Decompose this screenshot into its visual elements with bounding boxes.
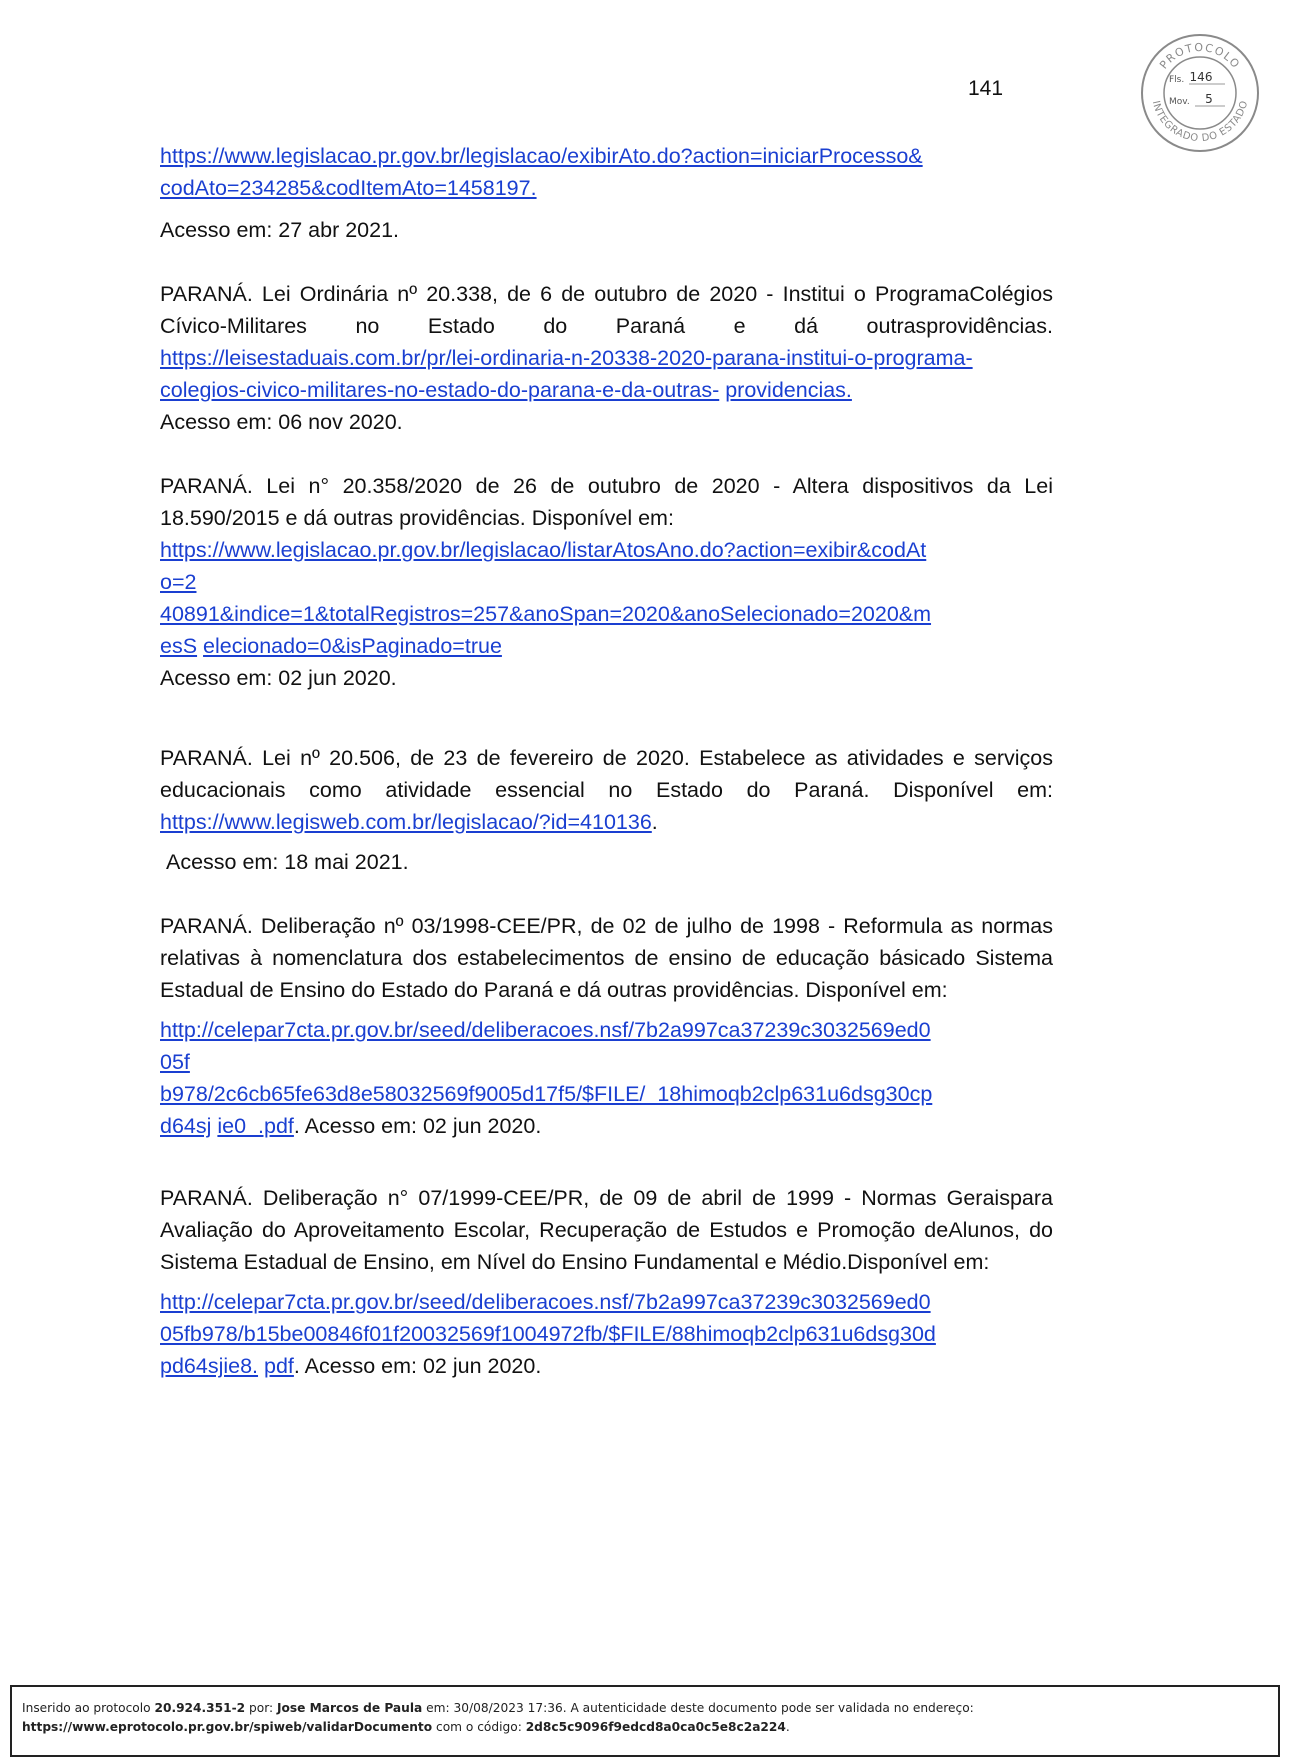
reference-2-access: Acesso em: 02 jun 2020. — [160, 666, 397, 690]
reference-0-url-line2[interactable]: codAto=234285&codItemAto=1458197. — [160, 176, 537, 200]
reference-2-url-line2[interactable]: o=2 — [160, 570, 197, 594]
reference-4-url-line1[interactable]: http://celepar7cta.pr.gov.br/seed/deliberacoes.nsf/7b2a997ca37239c3032569ed0 — [160, 1018, 931, 1042]
stamp-bottom-text: INTEGRADO DO ESTADO — [1149, 99, 1251, 145]
reference-4-text: PARANÁ. Deliberação nº 03/1998-CEE/PR, de 02 de julho de 1998 - Reformula as normas relativas à nomenclatura dos estabelecimentos de ensino de educação básicado Sistema Estadual de Ensino do Estado do Paraná e dá outras providências. Disponível em: — [160, 914, 1053, 1002]
reference-entry-0 — [160, 140, 1053, 204]
authentication-footer — [10, 1685, 1280, 1757]
reference-3-text: PARANÁ. Lei nº 20.506, de 23 de fevereiro de 2020. Estabelece as atividades e serviços educacionais como atividade essencial no Estado do Paraná. Disponível em: — [160, 746, 1053, 802]
reference-1-access: Acesso em: 06 nov 2020. — [160, 410, 403, 434]
reference-entry-4 — [160, 910, 1053, 1006]
reference-2-url-line4b[interactable]: elecionado=0&isPaginado=true — [203, 634, 502, 658]
reference-entry-5 — [160, 1182, 1053, 1278]
reference-4-url-line2[interactable]: 05f — [160, 1050, 190, 1074]
reference-4-access: . Acesso em: 02 jun 2020. — [293, 1114, 542, 1138]
stamp-mov-value: 5 — [1205, 92, 1213, 106]
reference-2-url-line3[interactable]: 40891&indice=1&totalRegistros=257&anoSpan=2020&anoSelecionado=2020&m — [160, 602, 932, 626]
footer-protocol-number: 20.924.351-2 — [154, 1701, 246, 1715]
footer-author: Jose Marcos de Paula — [276, 1701, 423, 1715]
reference-1-text: PARANÁ. Lei Ordinária nº 20.338, de 6 de outubro de 2020 - Institui o ProgramaColégios Cívico-Militares no Estado do Paraná e dá outrasprovidências. — [160, 282, 1053, 338]
footer-text-5: . — [785, 1720, 790, 1734]
page-number: 141 — [968, 77, 1004, 100]
stamp-mov-label: Mov. — [1169, 97, 1190, 107]
references-list — [160, 140, 1053, 1382]
footer-validation-code: 2d8c5c9096f9edcd8a0ca0c5e8c2a224 — [525, 1720, 786, 1734]
reference-4-url-line4b[interactable]: ie0_.pdf — [217, 1114, 294, 1138]
reference-0-access: Acesso em: 27 abr 2021. — [160, 218, 400, 242]
reference-3-access: Acesso em: 18 mai 2021. — [166, 850, 409, 874]
footer-text-1: Inserido ao protocolo — [22, 1701, 155, 1715]
reference-2-url-line4a[interactable]: esS — [160, 634, 198, 658]
reference-1-url-part2[interactable]: colegios-civico-militares-no-estado-do-parana-e-da-outras- — [160, 378, 720, 402]
reference-3-url-suffix: . — [651, 810, 658, 834]
protocol-stamp — [1139, 32, 1261, 154]
reference-2-url-line1[interactable]: https://www.legislacao.pr.gov.br/legislacao/listarAtosAno.do?action=exibir&codAt — [160, 538, 927, 562]
reference-5-url-line3b[interactable]: pdf — [264, 1354, 294, 1378]
reference-4-url-line3[interactable]: b978/2c6cb65fe63d8e58032569f9005d17f5/$FILE/_18himoqb2clp631u6dsg30cp — [160, 1082, 933, 1106]
reference-5-url-line3a[interactable]: pd64sjie8. — [160, 1354, 259, 1378]
footer-text-2: por: — [245, 1701, 277, 1715]
reference-entry-1 — [160, 278, 1053, 406]
reference-5-access: . Acesso em: 02 jun 2020. — [293, 1354, 542, 1378]
footer-text-3: em: 30/08/2023 17:36. A autenticidade deste documento pode ser validada no endereço: — [422, 1701, 974, 1715]
reference-5-text: PARANÁ. Deliberação n° 07/1999-CEE/PR, de 09 de abril de 1999 - Normas Geraispara Avaliação do Aproveitamento Escolar, Recuperação de Estudos e Promoção deAlunos, do Sistema Estadual de Ensino, em Nível do Ensino Fundamental e Médio.Disponível em: — [160, 1186, 1053, 1274]
reference-5-url-line2[interactable]: 05fb978/b15be00846f01f20032569f1004972fb/$FILE/88himoqb2clp631u6dsg30d — [160, 1322, 936, 1346]
stamp-fls-value: 146 — [1189, 70, 1213, 84]
reference-1-url-part1[interactable]: https://leisestaduais.com.br/pr/lei-ordinaria-n-20338-2020-parana-institui-o-programa- — [160, 346, 973, 370]
reference-3-url[interactable]: https://www.legisweb.com.br/legislacao/?id=410136 — [160, 810, 652, 834]
reference-5-url-line1[interactable]: http://celepar7cta.pr.gov.br/seed/deliberacoes.nsf/7b2a997ca37239c3032569ed0 — [160, 1290, 931, 1314]
reference-5-url-block — [160, 1286, 1053, 1382]
reference-4-url-line4a[interactable]: d64sj — [160, 1114, 212, 1138]
reference-entry-3 — [160, 742, 1053, 838]
stamp-top-text: PROTOCOLO — [1157, 40, 1243, 72]
footer-text-4: com o código: — [432, 1720, 526, 1734]
reference-0-url-line1[interactable]: https://www.legislacao.pr.gov.br/legislacao/exibirAto.do?action=iniciarProcesso& — [160, 144, 923, 168]
reference-2-url-block — [160, 534, 1053, 662]
stamp-fls-label: Fls. — [1169, 75, 1185, 85]
reference-4-url-block — [160, 1014, 1053, 1142]
reference-1-url-part3[interactable]: providencias. — [725, 378, 852, 402]
reference-entry-2 — [160, 470, 1053, 534]
reference-2-text: PARANÁ. Lei n° 20.358/2020 de 26 de outubro de 2020 - Altera dispositivos da Lei 18.590/2015 e dá outras providências. Disponível em: — [160, 474, 1053, 530]
footer-validation-url[interactable]: https://www.eprotocolo.pr.gov.br/spiweb/validarDocumento — [22, 1720, 433, 1734]
